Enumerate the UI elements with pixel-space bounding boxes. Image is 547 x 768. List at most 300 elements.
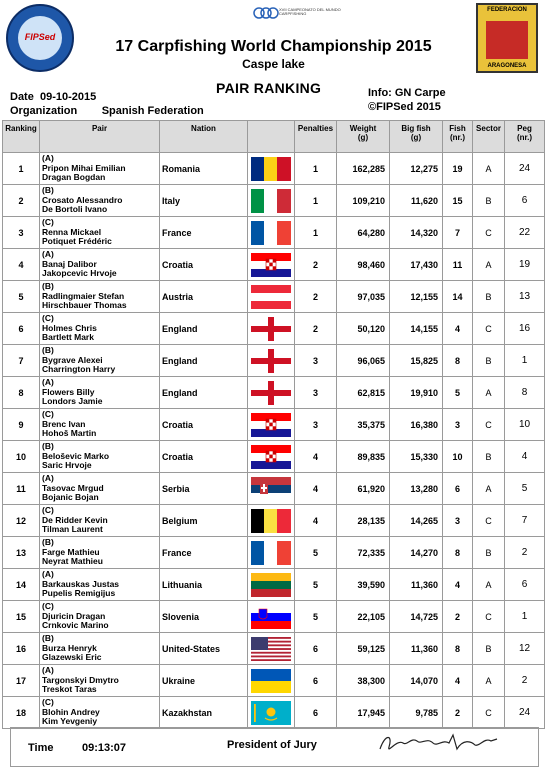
ukraine-flag-icon — [251, 669, 291, 693]
pair-member-2: Glazewski Eric — [42, 652, 102, 663]
weight-cell: 97,035 — [337, 281, 390, 313]
column-header: Big fish (g) — [390, 121, 443, 153]
england-flag-icon — [251, 349, 291, 373]
rank-cell: 17 — [3, 665, 40, 697]
nation-cell: Ukraine — [160, 665, 248, 697]
england-flag-icon — [251, 381, 291, 405]
weight-cell: 61,920 — [337, 473, 390, 505]
peg-cell: 10 — [505, 409, 545, 441]
penalties-cell: 5 — [295, 537, 337, 569]
pair-member-2: Hohoš Martin — [42, 428, 97, 439]
nation-cell: Romania — [160, 153, 248, 185]
penalties-cell: 3 — [295, 345, 337, 377]
nation-cell: Austria — [160, 281, 248, 313]
weight-cell: 89,835 — [337, 441, 390, 473]
rank-cell: 2 — [3, 185, 40, 217]
pair-cell — [40, 217, 160, 249]
date-label: Date — [10, 91, 34, 103]
event-info — [10, 90, 204, 118]
pair-member-2: Crnkovic Marino — [42, 620, 109, 631]
nation-cell: Lithuania — [160, 569, 248, 601]
penalties-cell: 5 — [295, 601, 337, 633]
fish-count-cell: 2 — [443, 601, 473, 633]
ranking-table — [2, 120, 545, 729]
pair-member-1: Bygrave Alexei — [42, 354, 103, 365]
nation-cell: Croatia — [160, 249, 248, 281]
pair-cell — [40, 697, 160, 729]
weight-cell: 72,335 — [337, 537, 390, 569]
weight-cell: 38,300 — [337, 665, 390, 697]
penalties-cell: 6 — [295, 665, 337, 697]
table-row — [3, 249, 545, 281]
table-row — [3, 601, 545, 633]
fish-count-cell: 3 — [443, 409, 473, 441]
nation-cell: Serbia — [160, 473, 248, 505]
fish-count-cell: 6 — [443, 473, 473, 505]
big-fish-cell: 12,275 — [390, 153, 443, 185]
fish-count-cell: 8 — [443, 345, 473, 377]
sector-cell: A — [473, 569, 505, 601]
pair-member-2: Hirschbauer Thomas — [42, 300, 127, 311]
big-fish-cell: 9,785 — [390, 697, 443, 729]
organization-value: Spanish Federation — [101, 105, 204, 117]
pair-member-2: Saric Hrvoje — [42, 460, 92, 471]
france-flag-icon — [251, 221, 291, 245]
table-row — [3, 217, 545, 249]
weight-cell: 64,280 — [337, 217, 390, 249]
pair-member-1: Barkauskas Justas — [42, 578, 120, 589]
pair-member-2: Potiquet Frédéric — [42, 236, 112, 247]
table-row — [3, 409, 545, 441]
flag-cell — [248, 281, 295, 313]
table-row — [3, 537, 545, 569]
nation-cell: England — [160, 313, 248, 345]
weight-cell: 28,135 — [337, 505, 390, 537]
rank-cell: 13 — [3, 537, 40, 569]
pair-member-2: Neyrat Mathieu — [42, 556, 103, 567]
italy-flag-icon — [251, 189, 291, 213]
penalties-cell: 2 — [295, 313, 337, 345]
sector-cell: C — [473, 505, 505, 537]
pair-member-1: Radlingmaier Stefan — [42, 290, 125, 301]
big-fish-cell: 14,265 — [390, 505, 443, 537]
pair-member-1: Burza Henryk — [42, 642, 97, 653]
column-header: Ranking — [3, 121, 40, 153]
pair-member-1: Holmes Chris — [42, 322, 97, 333]
sector-cell: B — [473, 345, 505, 377]
table-row — [3, 473, 545, 505]
romania-flag-icon — [251, 157, 291, 181]
column-header: Pair — [40, 121, 160, 153]
rank-cell: 10 — [3, 441, 40, 473]
fish-count-cell: 14 — [443, 281, 473, 313]
table-row — [3, 281, 545, 313]
rank-cell: 16 — [3, 633, 40, 665]
flag-cell — [248, 409, 295, 441]
page-title: 17 Carpfishing World Championship 2015 — [115, 38, 432, 55]
penalties-cell: 5 — [295, 569, 337, 601]
fish-count-cell: 8 — [443, 537, 473, 569]
pair-sector-letter: (B) — [42, 633, 54, 643]
table-row — [3, 697, 545, 729]
time-value: 09:13:07 — [82, 742, 127, 754]
peg-cell: 2 — [505, 537, 545, 569]
table-row — [3, 505, 545, 537]
rank-cell: 7 — [3, 345, 40, 377]
pair-member-2: Kim Yevgeniy — [42, 716, 98, 727]
sector-cell: C — [473, 409, 505, 441]
pair-cell — [40, 377, 160, 409]
flag-cell — [248, 569, 295, 601]
peg-cell: 6 — [505, 569, 545, 601]
weight-cell: 59,125 — [337, 633, 390, 665]
rank-cell: 18 — [3, 697, 40, 729]
pair-member-1: De Ridder Kevin — [42, 514, 108, 525]
nation-cell: United-States — [160, 633, 248, 665]
penalties-cell: 4 — [295, 473, 337, 505]
pair-cell — [40, 665, 160, 697]
fish-count-cell: 8 — [443, 633, 473, 665]
pair-sector-letter: (C) — [42, 313, 54, 323]
peg-cell: 24 — [505, 697, 545, 729]
penalties-cell: 1 — [295, 153, 337, 185]
pair-member-1: Beloševic Marko — [42, 450, 110, 461]
sector-cell: C — [473, 601, 505, 633]
sector-cell: B — [473, 281, 505, 313]
big-fish-cell: 17,430 — [390, 249, 443, 281]
organization-label: Organization — [10, 105, 78, 117]
weight-cell: 96,065 — [337, 345, 390, 377]
pair-member-1: Pripon Mihai Emilian — [42, 162, 126, 173]
president-label: President of Jury — [227, 739, 317, 751]
column-header: Sector — [473, 121, 505, 153]
fish-count-cell: 4 — [443, 665, 473, 697]
fish-count-cell: 10 — [443, 441, 473, 473]
pair-member-2: Bartlett Mark — [42, 332, 94, 343]
sector-cell: C — [473, 697, 505, 729]
big-fish-cell: 14,270 — [390, 537, 443, 569]
pair-member-1: Targonskyi Dmytro — [42, 674, 119, 685]
france-flag-icon — [251, 541, 291, 565]
president-signature — [375, 729, 505, 759]
peg-cell: 13 — [505, 281, 545, 313]
time-label: Time — [28, 742, 54, 754]
weight-cell: 35,375 — [337, 409, 390, 441]
flag-cell — [248, 377, 295, 409]
sector-cell: B — [473, 633, 505, 665]
peg-cell: 1 — [505, 345, 545, 377]
ranking-title: PAIR RANKING — [216, 80, 322, 96]
big-fish-cell: 15,330 — [390, 441, 443, 473]
fish-count-cell: 7 — [443, 217, 473, 249]
austria-flag-icon — [251, 285, 291, 309]
nation-cell: Croatia — [160, 409, 248, 441]
weight-cell: 22,105 — [337, 601, 390, 633]
slovenia-flag-icon — [251, 605, 291, 629]
pair-sector-letter: (A) — [42, 665, 54, 675]
nation-cell: Italy — [160, 185, 248, 217]
pair-cell — [40, 249, 160, 281]
lithuania-flag-icon — [251, 573, 291, 597]
pair-member-2: Pupelis Remigijus — [42, 588, 116, 599]
info-text: Info: GN Carpe — [368, 87, 446, 99]
flag-cell — [248, 601, 295, 633]
penalties-cell: 4 — [295, 505, 337, 537]
table-header-row — [3, 121, 545, 153]
weight-cell: 50,120 — [337, 313, 390, 345]
flag-cell — [248, 345, 295, 377]
sector-cell: B — [473, 537, 505, 569]
table-row — [3, 313, 545, 345]
pair-cell — [40, 345, 160, 377]
penalties-cell: 1 — [295, 185, 337, 217]
sector-cell: C — [473, 313, 505, 345]
flag-cell — [248, 153, 295, 185]
peg-cell: 16 — [505, 313, 545, 345]
sector-cell: A — [473, 377, 505, 409]
pair-member-2: Jakopcevic Hrvoje — [42, 268, 117, 279]
pair-cell — [40, 633, 160, 665]
aragonesa-logo-top: FEDERACION — [487, 7, 527, 13]
pair-cell — [40, 537, 160, 569]
fish-count-cell: 4 — [443, 569, 473, 601]
big-fish-cell: 11,620 — [390, 185, 443, 217]
big-fish-cell: 14,070 — [390, 665, 443, 697]
weight-cell: 17,945 — [337, 697, 390, 729]
peg-cell: 6 — [505, 185, 545, 217]
usa-flag-icon — [251, 637, 291, 661]
peg-cell: 19 — [505, 249, 545, 281]
page-subtitle: Caspe lake — [242, 57, 305, 71]
pair-member-2: Londors Jamie — [42, 396, 103, 407]
nation-cell: France — [160, 217, 248, 249]
fish-count-cell: 4 — [443, 313, 473, 345]
fish-count-cell: 19 — [443, 153, 473, 185]
rank-cell: 6 — [3, 313, 40, 345]
nation-cell: Kazakhstan — [160, 697, 248, 729]
rank-cell: 4 — [3, 249, 40, 281]
pair-cell — [40, 185, 160, 217]
nation-cell: Slovenia — [160, 601, 248, 633]
big-fish-cell: 14,725 — [390, 601, 443, 633]
info-block — [368, 86, 446, 114]
pair-member-2: De Bortoli Ivano — [42, 204, 108, 215]
pair-sector-letter: (A) — [42, 249, 54, 259]
pair-member-1: Brenc Ivan — [42, 418, 86, 429]
fipsed-logo-text: FIPSed — [24, 32, 56, 42]
croatia-flag-icon — [251, 445, 291, 469]
croatia-flag-icon — [251, 413, 291, 437]
serbia-flag-icon — [251, 477, 291, 501]
column-header — [248, 121, 295, 153]
big-fish-cell: 15,825 — [390, 345, 443, 377]
column-header: Fish (nr.) — [443, 121, 473, 153]
flag-cell — [248, 441, 295, 473]
big-fish-cell: 12,155 — [390, 281, 443, 313]
pair-member-2: Treskot Taras — [42, 684, 97, 695]
peg-cell: 12 — [505, 633, 545, 665]
pair-sector-letter: (C) — [42, 217, 54, 227]
table-row — [3, 665, 545, 697]
rank-cell: 3 — [3, 217, 40, 249]
peg-cell: 7 — [505, 505, 545, 537]
pair-sector-letter: (B) — [42, 537, 54, 547]
pair-member-2: Dragan Bogdan — [42, 172, 106, 183]
flag-cell — [248, 697, 295, 729]
flag-cell — [248, 633, 295, 665]
peg-cell: 2 — [505, 665, 545, 697]
pair-sector-letter: (C) — [42, 697, 54, 707]
pair-member-1: Djuricin Dragan — [42, 610, 106, 621]
flag-cell — [248, 665, 295, 697]
penalties-cell: 4 — [295, 441, 337, 473]
sector-cell: A — [473, 153, 505, 185]
pair-cell — [40, 409, 160, 441]
aragonesa-logo-bottom: ARAGONESA — [487, 63, 527, 69]
table-row — [3, 153, 545, 185]
peg-cell: 8 — [505, 377, 545, 409]
pair-member-1: Banaj Dalibor — [42, 258, 97, 269]
big-fish-cell: 14,320 — [390, 217, 443, 249]
table-row — [3, 377, 545, 409]
column-header: Nation — [160, 121, 248, 153]
big-fish-cell: 16,380 — [390, 409, 443, 441]
flag-cell — [248, 505, 295, 537]
pair-sector-letter: (C) — [42, 601, 54, 611]
penalties-cell: 2 — [295, 281, 337, 313]
column-header: Weight (g) — [337, 121, 390, 153]
pair-sector-letter: (A) — [42, 473, 54, 483]
pair-member-2: Bojanic Bojan — [42, 492, 99, 503]
rank-cell: 8 — [3, 377, 40, 409]
pair-member-1: Farge Mathieu — [42, 546, 100, 557]
copyright-text: ©FIPSed 2015 — [368, 101, 441, 113]
pair-cell — [40, 569, 160, 601]
column-header: Penalties — [295, 121, 337, 153]
peg-cell: 4 — [505, 441, 545, 473]
pair-member-1: Blohin Andrey — [42, 706, 100, 717]
pair-member-1: Crosato Alessandro — [42, 194, 123, 205]
flag-cell — [248, 185, 295, 217]
sector-cell: C — [473, 217, 505, 249]
rank-cell: 11 — [3, 473, 40, 505]
peg-cell: 22 — [505, 217, 545, 249]
sector-cell: A — [473, 665, 505, 697]
weight-cell: 109,210 — [337, 185, 390, 217]
fish-count-cell: 5 — [443, 377, 473, 409]
pair-member-2: Tilman Laurent — [42, 524, 103, 535]
penalties-cell: 6 — [295, 633, 337, 665]
pair-sector-letter: (C) — [42, 505, 54, 515]
pair-member-1: Flowers Billy — [42, 386, 95, 397]
pair-member-1: Renna Mickael — [42, 226, 102, 237]
penalties-cell: 6 — [295, 697, 337, 729]
pair-cell — [40, 601, 160, 633]
nation-cell: England — [160, 377, 248, 409]
pair-sector-letter: (B) — [42, 441, 54, 451]
weight-cell: 162,285 — [337, 153, 390, 185]
pair-sector-letter: (C) — [42, 409, 54, 419]
pair-member-1: Tasovac Mrgud — [42, 482, 104, 493]
table-row — [3, 633, 545, 665]
flag-cell — [248, 537, 295, 569]
big-fish-cell: 14,155 — [390, 313, 443, 345]
pair-cell — [40, 473, 160, 505]
flag-cell — [248, 217, 295, 249]
pair-sector-letter: (B) — [42, 185, 54, 195]
peg-cell: 5 — [505, 473, 545, 505]
weight-cell: 62,815 — [337, 377, 390, 409]
nation-cell: Croatia — [160, 441, 248, 473]
fish-count-cell: 2 — [443, 697, 473, 729]
sector-cell: A — [473, 473, 505, 505]
flag-cell — [248, 313, 295, 345]
fish-count-cell: 15 — [443, 185, 473, 217]
pair-cell — [40, 153, 160, 185]
table-row — [3, 345, 545, 377]
pair-member-2: Charrington Harry — [42, 364, 116, 375]
england-flag-icon — [251, 317, 291, 341]
kazakhstan-flag-icon — [251, 701, 291, 725]
sector-cell: A — [473, 249, 505, 281]
pair-sector-letter: (B) — [42, 345, 54, 355]
penalties-cell: 2 — [295, 249, 337, 281]
peg-cell: 1 — [505, 601, 545, 633]
peg-cell: 24 — [505, 153, 545, 185]
sector-cell: B — [473, 185, 505, 217]
pair-cell — [40, 441, 160, 473]
rank-cell: 12 — [3, 505, 40, 537]
pair-sector-letter: (B) — [42, 281, 54, 291]
table-row — [3, 569, 545, 601]
belgium-flag-icon — [251, 509, 291, 533]
pair-cell — [40, 281, 160, 313]
pair-cell — [40, 313, 160, 345]
penalties-cell: 1 — [295, 217, 337, 249]
rank-cell: 15 — [3, 601, 40, 633]
championship-logo-text: XVII CAMPEONATO DEL MUNDO CARPFISHING — [279, 7, 341, 16]
rank-cell: 9 — [3, 409, 40, 441]
fish-count-cell: 3 — [443, 505, 473, 537]
date-value: 09-10-2015 — [39, 91, 97, 103]
table-row — [3, 185, 545, 217]
column-header: Peg (nr.) — [505, 121, 545, 153]
big-fish-cell: 11,360 — [390, 569, 443, 601]
pair-cell — [40, 505, 160, 537]
pair-sector-letter: (A) — [42, 377, 54, 387]
rank-cell: 1 — [3, 153, 40, 185]
croatia-flag-icon — [251, 253, 291, 277]
nation-cell: France — [160, 537, 248, 569]
flag-cell — [248, 473, 295, 505]
fish-count-cell: 11 — [443, 249, 473, 281]
table-row — [3, 441, 545, 473]
nation-cell: England — [160, 345, 248, 377]
flag-cell — [248, 249, 295, 281]
penalties-cell: 3 — [295, 377, 337, 409]
weight-cell: 39,590 — [337, 569, 390, 601]
pair-sector-letter: (A) — [42, 569, 54, 579]
weight-cell: 98,460 — [337, 249, 390, 281]
big-fish-cell: 11,360 — [390, 633, 443, 665]
penalties-cell: 3 — [295, 409, 337, 441]
rank-cell: 5 — [3, 281, 40, 313]
sector-cell: B — [473, 441, 505, 473]
rank-cell: 14 — [3, 569, 40, 601]
nation-cell: Belgium — [160, 505, 248, 537]
big-fish-cell: 13,280 — [390, 473, 443, 505]
pair-sector-letter: (A) — [42, 153, 54, 163]
